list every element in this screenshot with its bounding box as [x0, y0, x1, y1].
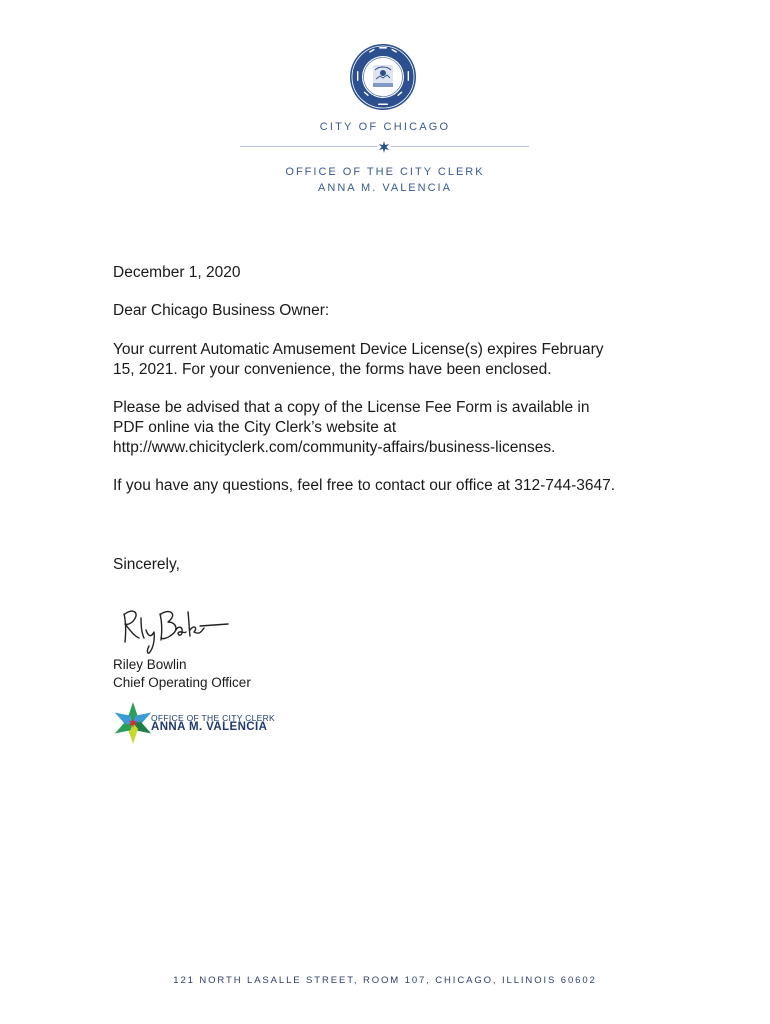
paragraph-1-line-2: 15, 2021. For your convenience, the forms have been enclosed.: [113, 361, 552, 378]
paragraph-1-line-1: Your current Automatic Amusement Device License(s) expires February: [113, 341, 604, 358]
signer-name: Riley Bowlin: [113, 657, 187, 672]
signer-title: Chief Operating Officer: [113, 675, 251, 690]
star-icon: [377, 140, 391, 154]
chicago-star-logo-icon: [113, 701, 153, 745]
letter-closing: Sincerely,: [113, 556, 180, 573]
letterhead-city: CITY OF CHICAGO: [319, 121, 451, 133]
footer-address: 121 NORTH LASALLE STREET, ROOM 107, CHICAGO, ILLINOIS 60602: [173, 975, 597, 986]
letter-date: December 1, 2020: [113, 264, 241, 281]
paragraph-3: If you have any questions, feel free to contact our office at 312-744-3647.: [113, 477, 616, 494]
website-link[interactable]: http://www.chicityclerk.com/community-affairs/business-licenses.: [113, 439, 556, 456]
letterhead-office: OFFICE OF THE CITY CLERK: [285, 166, 485, 178]
letter-salutation: Dear Chicago Business Owner:: [113, 302, 330, 319]
letterhead-clerk-name: ANNA M. VALENCIA: [318, 182, 452, 194]
logo-office-text: OFFICE OF THE CITY CLERK: [151, 713, 276, 723]
paragraph-2-line-1: Please be advised that a copy of the License Fee Form is available in: [113, 399, 590, 416]
paragraph-2-line-2: PDF online via the City Clerk’s website at: [113, 419, 397, 436]
city-seal-logo: [349, 43, 417, 111]
handwritten-signature: [116, 600, 236, 656]
logo-clerk-name: ANNA M. VALENCIA: [151, 721, 268, 733]
